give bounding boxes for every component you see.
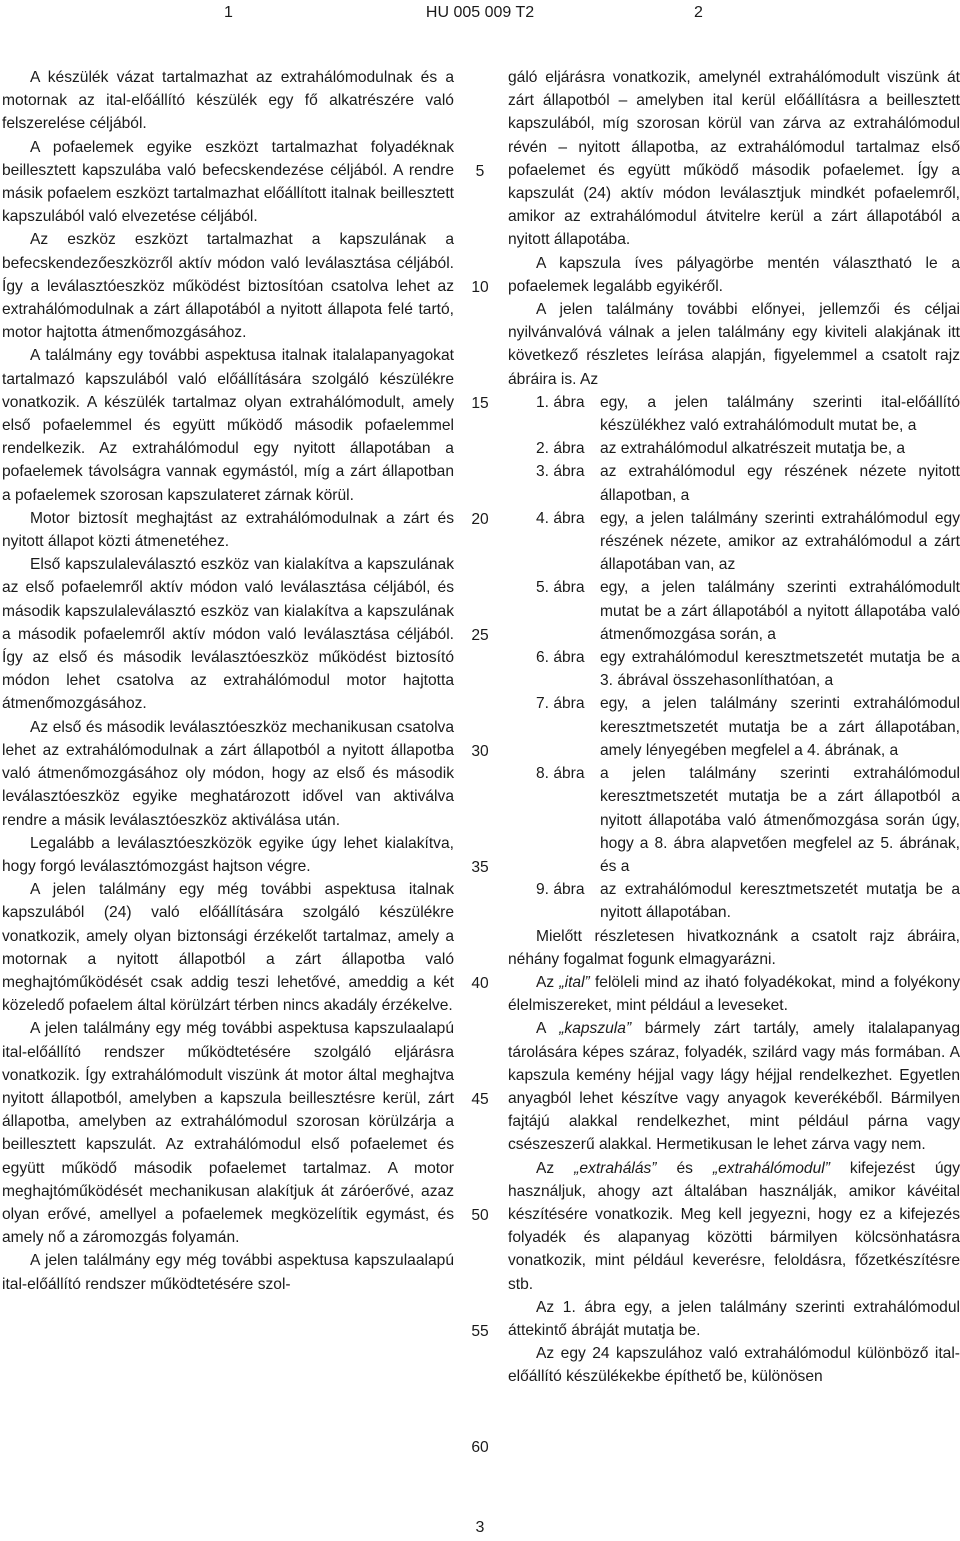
- text-run: és: [656, 1159, 713, 1177]
- paragraph: A jelen találmány egy még további aspektusa kapszulaalapú ital-előállító rendszer működtetésére szol-: [2, 1252, 454, 1293]
- paragraph: Az 1. ábra egy, a jelen találmány szerinti extrahálómodul áttekintő ábráját mutatja be.: [508, 1298, 960, 1339]
- line-number: 25: [471, 627, 489, 644]
- figure-number: 3. ábra: [536, 463, 585, 481]
- line-number: 5: [475, 163, 485, 180]
- term-extrahalomodul: „extrahálómodul”: [712, 1159, 830, 1177]
- text-run: kifejezést úgy használjuk, ahogy azt általában használják, amikor kávéital készítésére vonatkozik. Meg kell jegyezni, hogy ez a kifejezés folyadék és alapanyag közötti bármilyen kölcsönhatásra vonatkozik, mint például keverésre, feloldásra, főzetkészítésre stb.: [508, 1159, 960, 1293]
- paragraph: Első kapszulaleválasztó eszköz van kialakítva a kapszulának az első pofaelemről aktív módon való leválasztása céljából, és második kapszulaleválasztó eszköz van kialakítva a kapszulának a második pofaelemről aktív módon való leválasztása céljából. Így az első és második leválasztóeszköz működést biztosító módon lehet csatolva az extrahálómodul motor hajtotta átmenőmozgásához.: [2, 556, 454, 713]
- line-number: 35: [471, 859, 489, 876]
- figure-number: 8. ábra: [536, 765, 585, 783]
- figure-list-item: [508, 460, 960, 506]
- line-number: 20: [471, 511, 489, 528]
- paragraph: gáló eljárásra vonatkozik, amelynél extrahálómodult viszünk át zárt állapotból – amelyben ital kerül előállításra a beillesztett kapszulából, míg szorosan körül van zárva az extrahálómodul révén – nyitott állapotba, az extrahálómodul tartalmaz első pofaelemet és együtt működő második pofaelemet. Így a kapszulát (24) aktív módon leválasztjuk mindkét pofaelemről, amikor az extrahálómodul átvitelre kerül a zárt állapotából a nyitott állapotába.: [508, 69, 960, 249]
- figure-number: 9. ábra: [536, 881, 585, 899]
- text-run: Az: [536, 1159, 575, 1177]
- paragraph: A jelen találmány egy még további aspektusa italnak kapszulából (24) való előállítására szolgáló készülékre vonatkozik, amely olyan biztonsági érzékelőt tartalmaz, amely a motornak a nyitott állapotból a zárt állapotba való meghajtóműködését csak addig teszi lehetővé, ameddig a két közeledő pofaelem által körülzárt térben nincs akadály érzékelve.: [2, 881, 454, 1015]
- line-number: 45: [471, 1091, 489, 1108]
- page-header: [0, 0, 960, 26]
- line-number: 15: [471, 395, 489, 412]
- definition-kapszula: [508, 1017, 960, 1156]
- line-number: 40: [471, 975, 489, 992]
- term-extrahalas: „extrahálás”: [574, 1159, 657, 1177]
- figure-number: 2. ábra: [536, 440, 585, 458]
- text-run: Az: [536, 973, 560, 991]
- header-right-page-number: 2: [694, 4, 703, 21]
- paragraph: Legalább a leválasztóeszközök egyike úgy lehet kialakítva, hogy forgó leválasztómozgást hajtson végre.: [2, 834, 454, 875]
- paragraph: Mielőtt részletesen hivatkoznánk a csatolt rajz ábráira, néhány fogalmat fogunk elmagyarázni.: [508, 927, 960, 968]
- definition-ital: [508, 971, 960, 1017]
- header-left-page-number: 1: [224, 4, 233, 21]
- paragraph: A jelen találmány további előnyei, jellemzői és céljai nyilvánvalóvá válnak a jelen találmány egy kiviteli alakjának itt következő részletes leírása alapján, figyelemmel a csatolt rajz ábráira is. Az: [508, 301, 960, 388]
- figure-number: 4. ábra: [536, 509, 585, 527]
- figure-description: egy, a jelen találmány szerinti extrahálómodult mutat be a zárt állapotából a nyitott állapotába való átmenőmozgása során, a: [600, 579, 960, 643]
- term-ital: „ital”: [559, 973, 590, 991]
- line-number: 55: [471, 1323, 489, 1340]
- paragraph: Az eszköz eszközt tartalmazhat a kapszulának a befecskendezőeszközről aktív módon való leválasztása céljából. Így a leválasztóeszköz működést biztosítóan csatolva lehet az extrahálómodulnak a zárt állapotából a nyitott állapota felé tartó, motor hajtotta átmenőmozgásához.: [2, 231, 454, 342]
- term-kapszula: „kapszula”: [559, 1020, 632, 1038]
- paragraph: A kapszula íves pályagörbe mentén választható le a pofaelemek legalább egyikéről.: [508, 254, 960, 295]
- figure-description: egy, a jelen találmány szerinti extrahálómodul keresztmetszetét mutatja be a zárt állapotában, amely lényegében megfelel a 4. ábrának, a: [600, 695, 960, 759]
- figure-list-item: [508, 878, 960, 924]
- paragraph: A pofaelemek egyike eszközt tartalmazhat folyadéknak beillesztett kapszulába való befecskendezése céljából. A rendre másik pofaelem eszközt tartalmazhat előállított italnak beillesztett kapszulából való elvezetése céljából.: [2, 138, 454, 226]
- figure-number: 5. ábra: [536, 579, 585, 597]
- text-run: A: [536, 1020, 560, 1038]
- figure-list: [508, 391, 960, 925]
- line-number: 60: [471, 1439, 489, 1456]
- paragraph: Az első és második leválasztóeszköz mechanikusan csatolva lehet az extrahálómodulnak a zárt állapotból a nyitott állapotba való átmenőmozgásához oly módon, hogy az első és második leválasztóeszköz egyike meghatározott idővel van aktiválva rendre a másik leválasztóeszköz aktiválása után.: [2, 718, 454, 829]
- line-number: 50: [471, 1207, 489, 1224]
- figure-number: 1. ábra: [536, 393, 585, 411]
- figure-list-item: [508, 391, 960, 437]
- line-number: 30: [471, 743, 489, 760]
- paragraph: A találmány egy további aspektusa italnak italalapanyagokat tartalmazó kapszulából való előállítására szolgáló készülékre vonatkozik. A készülék tartalmaz olyan extrahálómodult, amely első pofaelemmel és együtt működő második pofaelemmel rendelkezik. Az extrahálómodul egy nyitott állapotában a pofaelemek távolságra vannak egymástól, míg a zárt állapotban a pofaelemek szorosan kapszulateret zárnak körül.: [2, 347, 454, 504]
- figure-description: egy, a jelen találmány szerinti extrahálómodul egy részének nézete, amikor az extrahálómodul a zárt állapotában van, az: [600, 509, 960, 574]
- paragraph: Motor biztosít meghajtást az extrahálómodulnak a zárt és nyitott állapot közti átmenetéhez.: [2, 509, 454, 551]
- figure-list-item: [508, 692, 960, 762]
- figure-description: egy extrahálómodul keresztmetszetét mutatja be a 3. ábrával összehasonlíthatóan, a: [600, 649, 960, 690]
- figure-list-item: [508, 507, 960, 577]
- text-run: felöleli mind az iható folyadékokat, mind a folyékony élelmiszereket, mint például a leveseket.: [508, 973, 960, 1015]
- figure-number: 6. ábra: [536, 649, 585, 667]
- paragraph: A készülék vázat tartalmazhat az extrahálómodulnak és a motornak az ital-előállító készülék egy fő alkatrészére való felszerelése céljából.: [2, 69, 454, 133]
- figure-description: az extrahálómodul keresztmetszetét mutatja be a nyitott állapotában.: [600, 881, 960, 922]
- text-run: bármely zárt tartály, amely italalapanyag tárolására képes száraz, folyadék, szilárd vagy más formában. A kapszula kemény héjjal vagy lágy héjjal rendelkezhet. Egyetlen anyagból lehet készítve vagy anyagok keverékéből. Bármilyen fajtájú alakkal rendelkezhet, mint például párna vagy csészeszerű alakkal. Hermetikusan le lehet zárva vagy nem.: [508, 1020, 960, 1154]
- figure-description: egy, a jelen találmány szerinti ital-előállító készülékhez való extrahálómodult mutat be, a: [600, 393, 960, 435]
- figure-list-item: [508, 437, 960, 460]
- figure-list-item: [508, 762, 960, 878]
- left-column: [2, 66, 454, 1296]
- figure-description: az extrahálómodul alkatrészeit mutatja be, a: [600, 440, 906, 458]
- paragraph: Az egy 24 kapszulához való extrahálómodul különböző ital-előállító készülékekbe építhető be, különösen: [508, 1345, 960, 1386]
- definition-extrahalas: [508, 1157, 960, 1296]
- right-column: [508, 66, 960, 1389]
- figure-list-item: [508, 576, 960, 646]
- page-footer-number: 3: [475, 1519, 485, 1536]
- figure-description: az extrahálómodul egy részének nézete nyitott állapotban, a: [600, 463, 960, 504]
- figure-description: a jelen találmány szerinti extrahálómodul keresztmetszetét mutatja be a zárt állapotból a nyitott állapotába való átmenőmozgása során úgy, hogy a 8. ábra alapvetően megfelel az 5. ábrának, és a: [600, 765, 960, 875]
- figure-number: 7. ábra: [536, 695, 585, 713]
- header-document-id: HU 005 009 T2: [425, 4, 535, 21]
- figure-list-item: [508, 646, 960, 692]
- line-number: 10: [471, 279, 489, 296]
- paragraph: A jelen találmány egy még további aspektusa kapszulaalapú ital-előállító rendszer működtetésére szolgáló eljárásra vonatkozik. Így extrahálómodult viszünk át motor által meghajtva nyitott állapotból, amelyben a kapszula beillesztésre kerül, zárt állapotba, amelyben az extrahálómodul szorosan körülzárja a beillesztett kapszulát. Az extrahálómodul első pofaelemet és együtt működő második pofaelemet tartalmaz. A motor meghajtóműködését mechanikusan alakítjuk át záróerővé, azaz olyan erővé, amellyel a pofaelemek megközelítik egymást, és amely nő a záromozgás folyamán.: [2, 1020, 454, 1247]
